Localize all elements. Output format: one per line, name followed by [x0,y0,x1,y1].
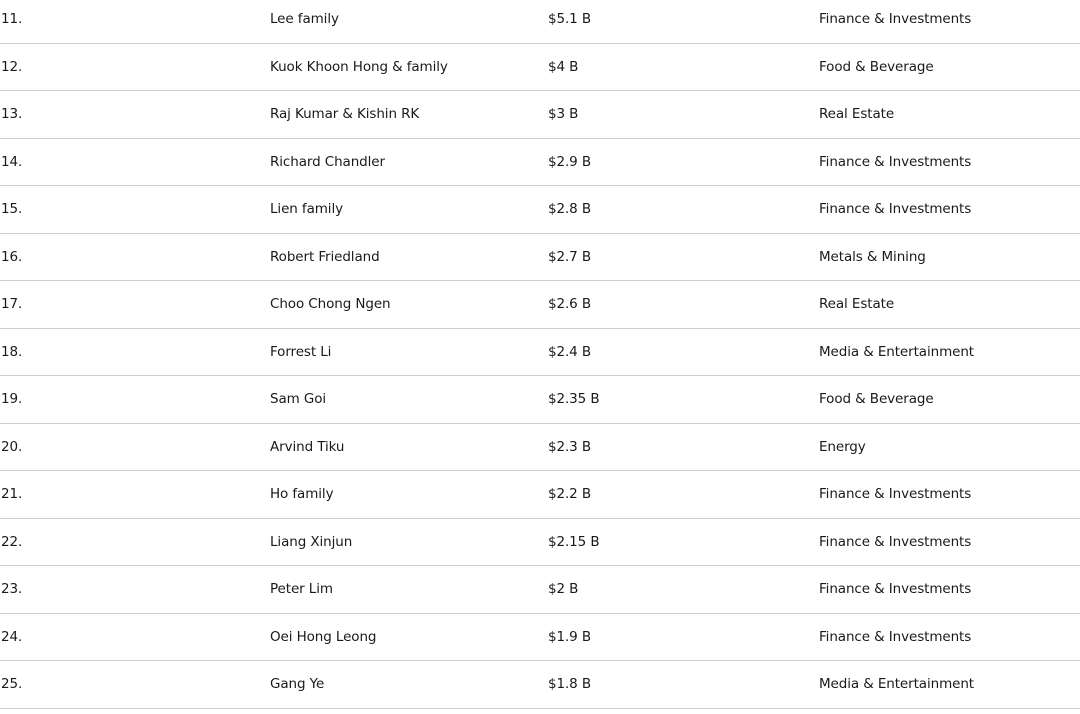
name-cell: Forrest Li [270,343,332,360]
name-cell: Kuok Khoon Hong & family [270,58,448,75]
net-worth-cell: $4 B [548,58,579,75]
net-worth-cell: $1.9 B [548,628,592,645]
net-worth-cell: $5.1 B [548,11,592,28]
net-worth-cell: $2.3 B [548,438,592,455]
net-worth-cell: $2.4 B [548,343,592,360]
name-cell: Raj Kumar & Kishin RK [270,106,420,123]
table-row [0,614,1080,662]
rank-cell: 21. [1,486,23,503]
name-cell: Peter Lim [270,581,333,598]
net-worth-cell: $2.2 B [548,486,592,503]
table-row [0,424,1080,472]
industry-cell: Food & Beverage [819,391,934,408]
table-row [0,471,1080,519]
industry-cell: Metals & Mining [819,248,926,265]
rank-cell: 12. [1,58,23,75]
name-cell: Choo Chong Ngen [270,296,391,313]
net-worth-cell: $3 B [548,106,579,123]
table-row [0,0,1080,44]
rank-cell: 23. [1,581,23,598]
industry-cell: Real Estate [819,106,895,123]
industry-cell: Finance & Investments [819,11,972,28]
table-row [0,329,1080,377]
rank-cell: 24. [1,628,23,645]
table-row [0,281,1080,329]
net-worth-cell: $2.15 B [548,533,600,550]
industry-cell: Food & Beverage [819,58,934,75]
industry-cell: Finance & Investments [819,486,972,503]
name-cell: Liang Xinjun [270,533,353,550]
name-cell: Lee family [270,11,339,28]
rank-cell: 18. [1,343,23,360]
industry-cell: Finance & Investments [819,201,972,218]
net-worth-cell: $2.35 B [548,391,600,408]
name-cell: Richard Chandler [270,153,385,170]
rank-cell: 19. [1,391,23,408]
table-row [0,519,1080,567]
industry-cell: Finance & Investments [819,628,972,645]
table-row [0,139,1080,187]
industry-cell: Real Estate [819,296,895,313]
name-cell: Gang Ye [270,676,325,693]
name-cell: Robert Friedland [270,248,380,265]
table-row [0,44,1080,92]
industry-cell: Media & Entertainment [819,676,974,693]
industry-cell: Energy [819,438,866,455]
net-worth-cell: $2.9 B [548,153,592,170]
name-cell: Sam Goi [270,391,327,408]
rank-cell: 20. [1,438,23,455]
table-row [0,661,1080,709]
name-cell: Lien family [270,201,343,218]
rank-cell: 14. [1,153,23,170]
net-worth-cell: $2.7 B [548,248,592,265]
table-row [0,234,1080,282]
industry-cell: Finance & Investments [819,581,972,598]
table-row [0,566,1080,614]
rank-cell: 15. [1,201,23,218]
name-cell: Ho family [270,486,334,503]
rank-cell: 22. [1,533,23,550]
table-row [0,376,1080,424]
industry-cell: Finance & Investments [819,153,972,170]
table-row [0,91,1080,139]
rank-cell: 25. [1,676,23,693]
rank-cell: 16. [1,248,23,265]
net-worth-cell: $1.8 B [548,676,592,693]
rank-cell: 11. [1,11,23,28]
name-cell: Oei Hong Leong [270,628,377,645]
table-row [0,186,1080,234]
net-worth-cell: $2 B [548,581,579,598]
industry-cell: Media & Entertainment [819,343,974,360]
net-worth-cell: $2.6 B [548,296,592,313]
name-cell: Arvind Tiku [270,438,345,455]
industry-cell: Finance & Investments [819,533,972,550]
rank-cell: 17. [1,296,23,313]
rank-cell: 13. [1,106,23,123]
net-worth-cell: $2.8 B [548,201,592,218]
